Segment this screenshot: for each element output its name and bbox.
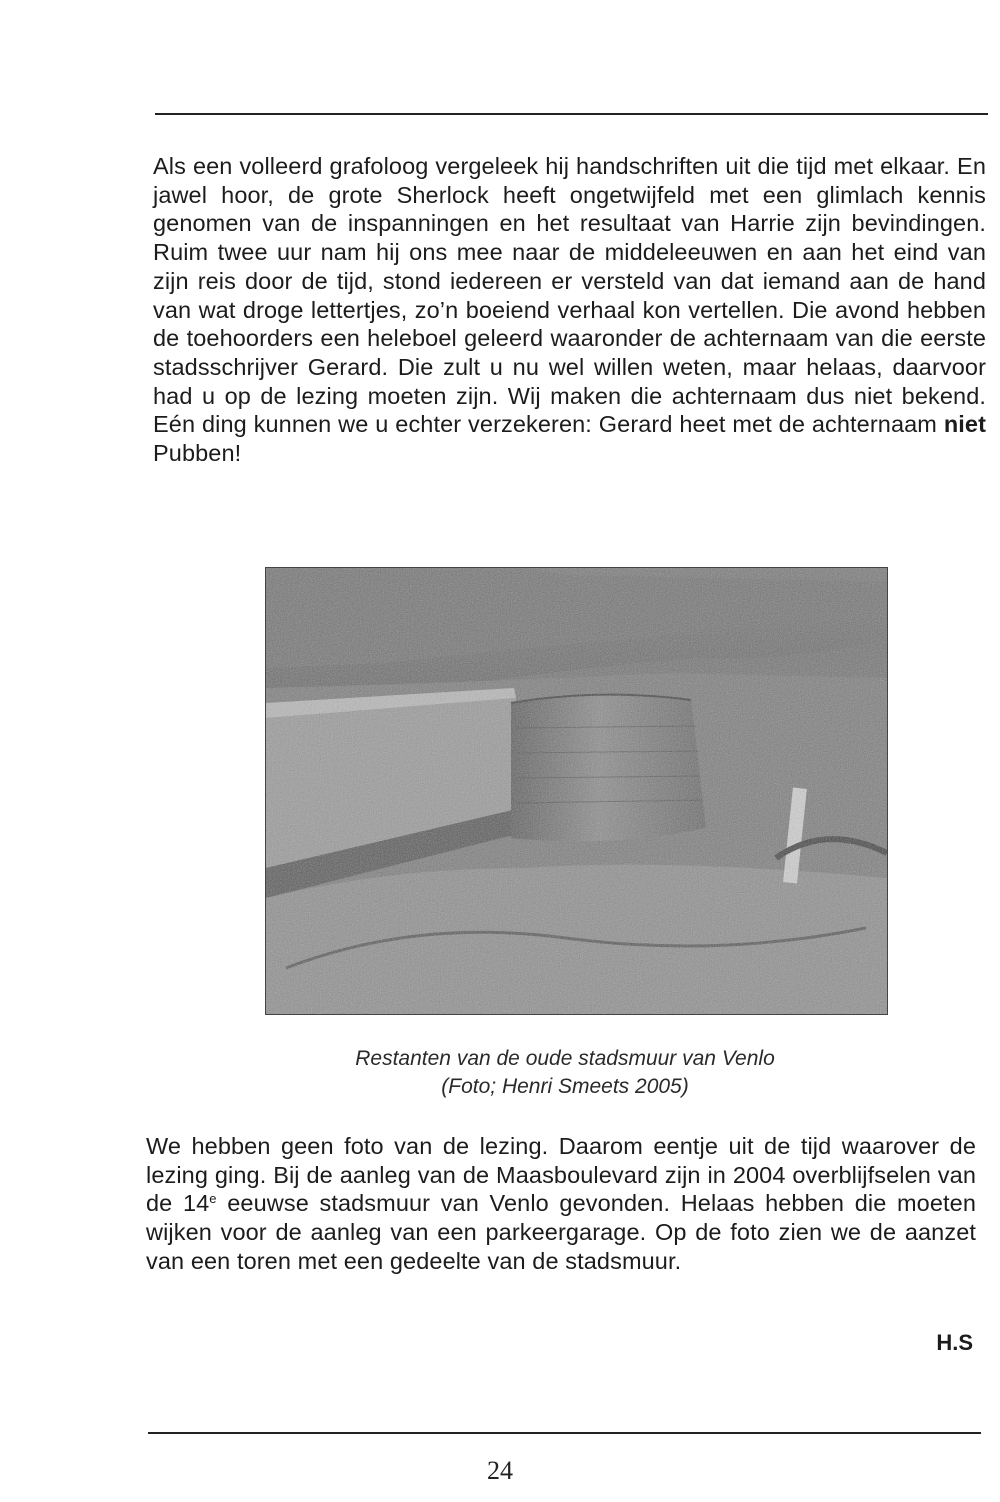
page-number: 24 xyxy=(487,1456,513,1485)
article-paragraph-2 xyxy=(146,1132,976,1276)
paragraph-2-ending: eeuwse stadsmuur van Venlo gevonden. Helaas hebben die moeten wijken voor de aanleg van een parkeergarage. Op de foto zien we de aanzet van een toren met een gedeelte van de stadsmuur. xyxy=(146,1190,976,1274)
header-rule xyxy=(155,113,988,115)
paragraph-1-text: Als een volleerd grafoloog vergeleek hij handschriften uit die tijd met elkaar. En jawel hoor, de grote Sherlock heeft ongetwijfeld met een glimlach kennis genomen van de inspanningen en het resultaat van Harrie zijn bevindingen. Ruim twee uur nam hij ons mee naar de middeleeuwen en aan het eind van zijn reis door de tijd, stond iedereen er versteld van dat iemand aan de hand van wat droge lettertjes, zo’n boeiend verhaal kon vertellen. Die avond hebben de toehoorders een heleboel geleerd waaronder de achternaam van die eerste stadsschrijver Gerard. Die zult u nu wel willen weten, maar helaas, daarvoor had u op de lezing moeten zijn. Wij maken die achternaam dus niet bekend. Eén ding kunnen we u echter verzekeren: Gerard heet met de achternaam xyxy=(153,153,986,438)
article-paragraph-1 xyxy=(153,152,986,468)
paragraph-1-ending: Pubben! xyxy=(153,440,242,467)
author-initials: H.S xyxy=(936,1330,973,1355)
photo-credit: (Foto; Henri Smeets 2005) xyxy=(441,1075,689,1098)
footer-rule xyxy=(148,1432,981,1434)
paragraph-2-text: We hebben geen foto van de lezing. Daarom eentje uit de tijd waarover de lezing ging. Bij de aanleg van de Maasboulevard zijn in 2004 overblijfselen van de 14 xyxy=(146,1133,976,1217)
emphasis-word: niet xyxy=(943,411,986,438)
photo-caption: Restanten van de oude stadsmuur van Venlo xyxy=(355,1047,775,1070)
ordinal-superscript: e xyxy=(209,1191,217,1207)
city-wall-photo xyxy=(265,567,888,1015)
